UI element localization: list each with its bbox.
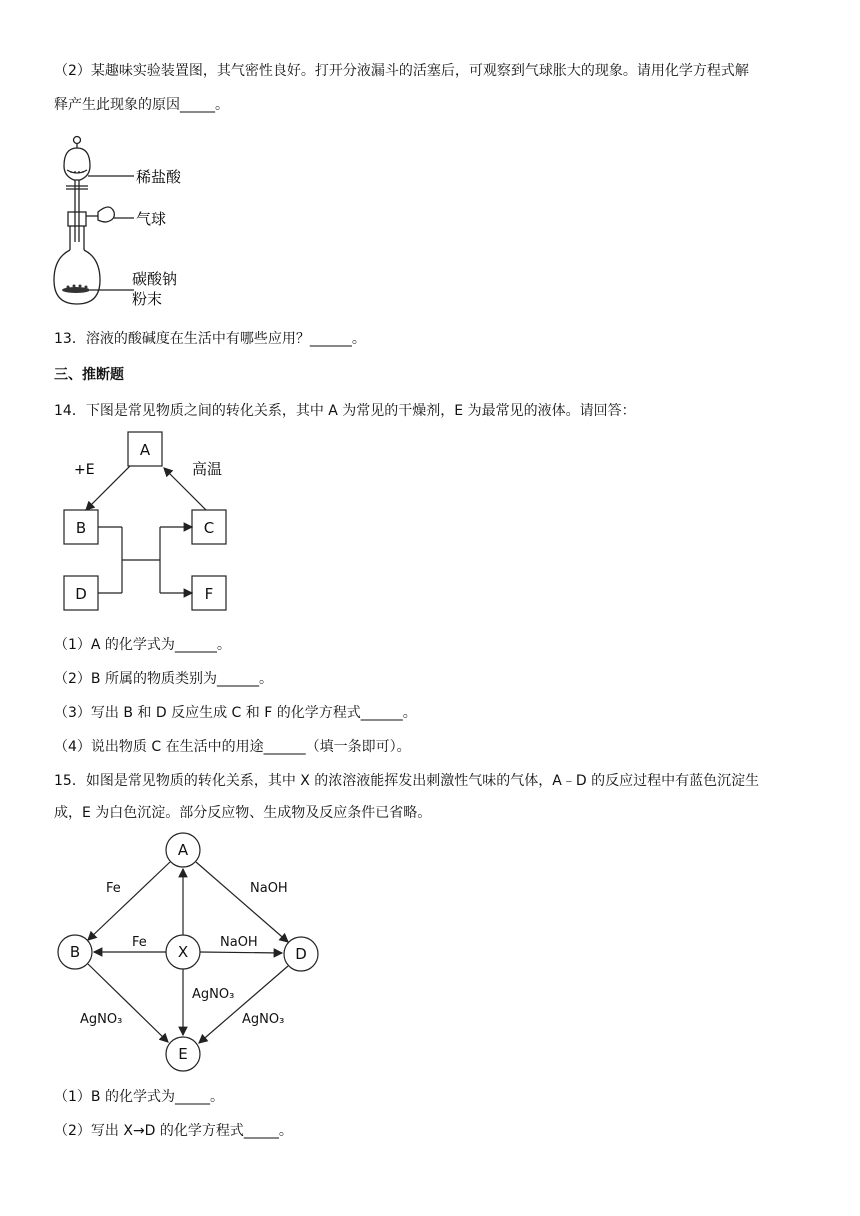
section-title: 三、推断题 [54, 367, 124, 383]
q15-node-label: D [295, 945, 307, 963]
q14-edge-label: 高温 [192, 460, 223, 478]
q15-edge-label: NaOH [220, 935, 258, 950]
q14-node-label: F [204, 585, 214, 603]
q15-diagram [50, 830, 340, 1076]
q15-stem-line2: 成，E 为白色沉淀。部分反应物、生成物及反应条件已省略。 [54, 805, 432, 821]
q15-stem-line1: 15．如图是常见物质的转化关系，其中 X 的浓溶液能挥发出刺激性气味的气体，A﹣D 的反应过程中有蓝色沉淀生 [54, 773, 760, 789]
apparatus-figure [50, 132, 210, 312]
q12-part2-line1: （2）某趣味实验装置图，其气密性良好。打开分液漏斗的活塞后，可观察到气球胀大的现象。请用化学方程式解 [54, 63, 749, 79]
q15-edge-label: AgNO₃ [80, 1012, 123, 1027]
apparatus-label-acid: 稀盐酸 [136, 168, 182, 186]
q14-diagram [56, 426, 246, 616]
q14-node-label: A [139, 441, 151, 459]
q15-edge-label: AgNO₃ [192, 987, 235, 1002]
q15-edge-label: Fe [132, 935, 147, 950]
apparatus-label-balloon: 气球 [136, 210, 167, 228]
q15-question-1: （1）B 的化学式为_____。 [54, 1089, 224, 1105]
q15-node-label: A [177, 841, 189, 859]
apparatus-label-powder: 粉末 [132, 290, 163, 308]
q14-question-1: （1）A 的化学式为______。 [54, 637, 231, 653]
q15-question-2: （2）写出 X→D 的化学方程式_____。 [54, 1123, 293, 1139]
q12-part2-line2: 释产生此现象的原因_____。 [54, 97, 229, 113]
q14-question-4: （4）说出物质 C 在生活中的用途______（填一条即可）。 [54, 739, 411, 755]
q14-question-3: （3）写出 B 和 D 反应生成 C 和 F 的化学方程式______。 [54, 705, 417, 721]
q14-stem: 14．下图是常见物质之间的转化关系，其中 A 为常见的干燥剂，E 为最常见的液体。请回答： [54, 403, 636, 419]
q15-edge-label: NaOH [250, 881, 288, 896]
q14-node-label: C [203, 519, 215, 537]
q14-node-label: B [75, 519, 87, 537]
q14-edge-label: +E [74, 462, 95, 478]
q15-edge-label: Fe [106, 881, 121, 896]
q15-node-label: E [178, 1045, 188, 1063]
q14-node-label: D [75, 585, 87, 603]
q15-node-label: X [177, 943, 189, 961]
q15-edge-label: AgNO₃ [242, 1012, 285, 1027]
apparatus-label-reagent: 碳酸钠 [132, 270, 178, 288]
q15-node-label: B [69, 943, 81, 961]
q13-text: 13．溶液的酸碱度在生活中有哪些应用？______。 [54, 331, 366, 347]
q14-question-2: （2）B 所属的物质类别为______。 [54, 671, 273, 687]
